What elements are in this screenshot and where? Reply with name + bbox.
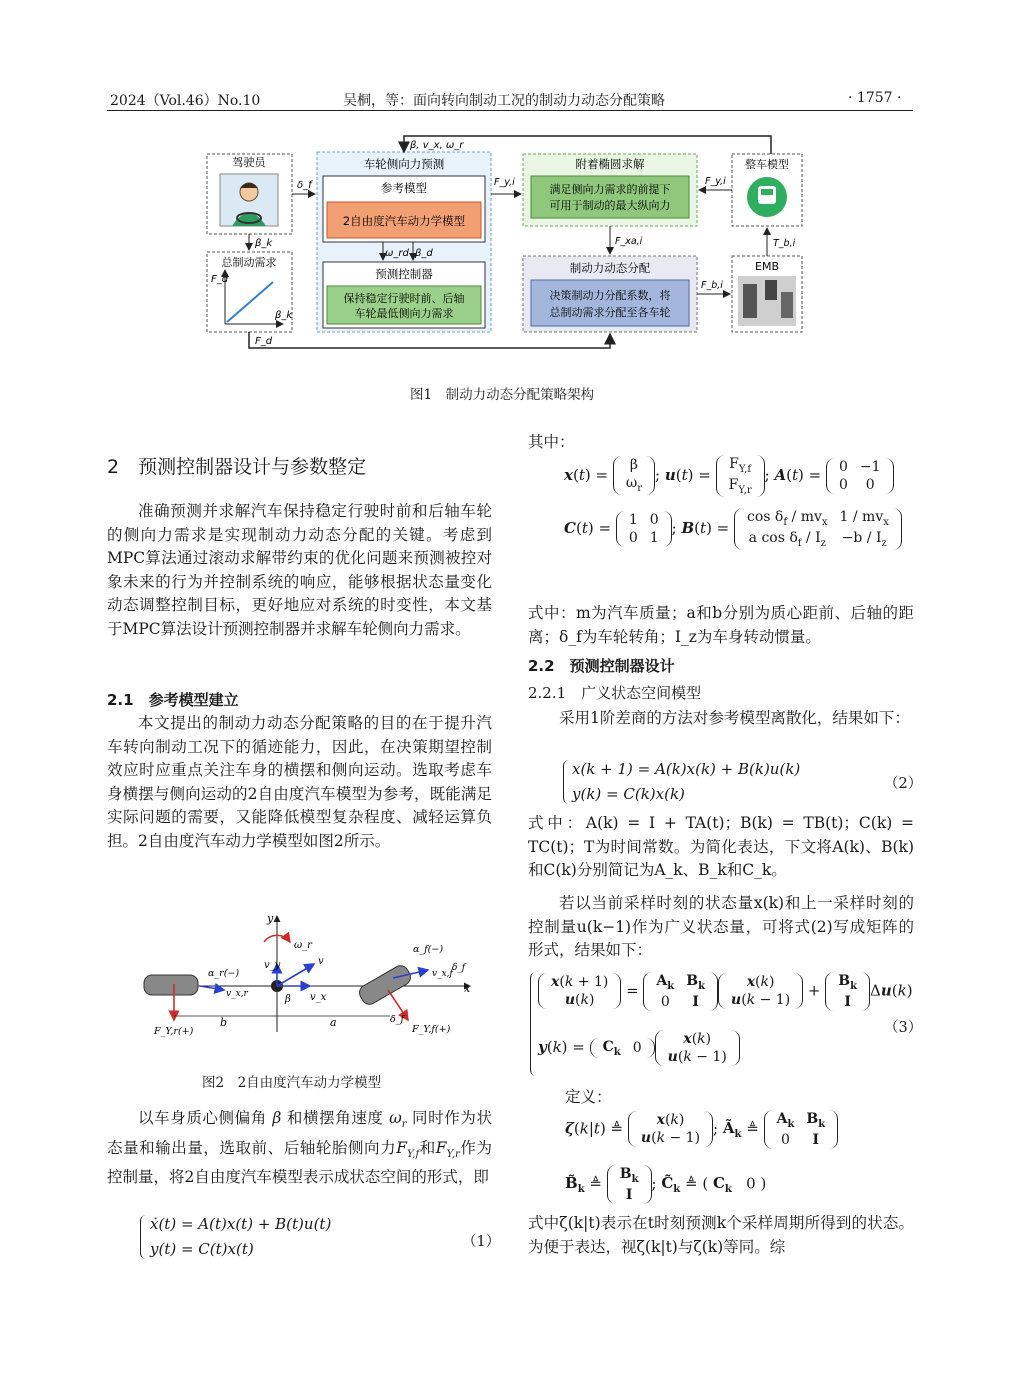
b-label: b <box>220 1016 228 1029</box>
para-def: 式中：m为汽车质量；a和b分别为质心距前、后轴的距离；δ_f为车轮转角；I_z为车身转动惯量。 <box>528 604 914 646</box>
delta-f-label: δ_f <box>297 180 312 191</box>
eq2-line-1: x(k + 1) = A(k)x(k) + B(k)u(k) <box>572 760 801 778</box>
eq3-line-2: y(k) = $C_k$ 0 x(k) u(k − 1) <box>538 1030 740 1066</box>
alloc-panel <box>531 280 689 326</box>
para-6: 若以当前采样时刻的状态量x(k)和上一采样时刻的控制量u(k−1)作为广义状态量，可将式(2)写成矩阵的形式，结果如下： <box>528 894 914 959</box>
p3-b: 和横摆角速度 <box>286 1109 384 1127</box>
alloc-title: 制动力动态分配 <box>569 261 651 275</box>
def-eq-2: $B̃_k$ ≜ $B_k$ I ; $C̃_k$ ≜ ( $C_k$ 0 ) <box>565 1166 767 1203</box>
wheel-pred-title: 车轮侧向力预测 <box>363 157 445 171</box>
running-title: 吴桐，等：面向转向制动工况的制动力动态分配策略 <box>343 93 665 109</box>
fd-axis-label: F_d <box>211 274 229 285</box>
alpha-f-label: α_f(−) <box>413 944 444 955</box>
fyai-label: F_y,i <box>494 177 515 188</box>
rear-tire <box>144 975 198 995</box>
bk-axis-label: β_k <box>275 310 293 321</box>
vxr-label: v_x,r <box>226 989 248 999</box>
para-4: 采用1阶差商的方法对参考模型离散化，结果如下： <box>559 709 910 727</box>
omega-r-label: ω_r <box>294 940 312 951</box>
v-label: v <box>318 956 324 967</box>
figure-2-diagram <box>140 912 480 1040</box>
feedback-label: β, v_x, ω_r <box>410 140 464 151</box>
beta-label: β <box>285 994 291 1005</box>
delta-f-top-label: δ_f <box>452 963 466 973</box>
right-para-7 <box>528 1212 914 1259</box>
section-2-2-1-heading: 2.2.1 广义状态空间模型 <box>528 684 702 702</box>
beta-k-label: β_k <box>255 238 273 249</box>
qizhong: 其中： <box>528 433 575 451</box>
vehicle-title: 整车模型 <box>745 158 789 171</box>
pred-text-1: 保持稳定行驶时前、后轴 <box>343 292 465 305</box>
fyf-label: F_Y,f(+) <box>412 1024 451 1035</box>
p3-e: 作为控制量，将2自由度汽车模型表示成状态空间的形式，即 <box>107 1138 492 1187</box>
beta-d-label: β_d <box>415 248 433 259</box>
total-demand-title: 总制动需求 <box>221 256 277 269</box>
x-axis-label: x <box>464 982 471 995</box>
figure-2-caption: 图2 2自由度汽车动力学模型 <box>202 1075 382 1091</box>
journal-info: 2024（Vol.46）No.10 <box>110 93 261 109</box>
section-2-heading: 2 预测控制器设计与参数整定 <box>107 456 367 478</box>
p3-a: 以车身质心侧偏角 <box>138 1109 267 1127</box>
section-2-2-heading: 2.2 预测控制器设计 <box>528 657 675 675</box>
ellipse-title: 附着椭圆求解 <box>575 157 645 171</box>
left-para-3: 以车身质心侧偏角 β 和横摆角速度 $\omega_r$ 同时作为状态量和输出量，选取前、后轴轮胎侧向力$F_{Y,f}$和$F_{Y,r}$作为控制量，将2自由度汽车模型表示成状态空间的形式，即 <box>107 1109 492 1187</box>
pred-ctrl-title: 预测控制器 <box>375 267 433 281</box>
eq1-number: （1） <box>462 1234 501 1250</box>
figure-1-diagram <box>205 134 805 356</box>
eq2-brace <box>563 760 569 804</box>
fd-label: F_d <box>255 336 273 347</box>
para-7: 式中ζ(k|t)表示在t时刻预测k个采样周期所得到的状态。为便于表达，视ζ(k|t)与ζ(k)等同。综 <box>528 1214 914 1256</box>
omega-rd-label: ω_rd <box>385 248 409 259</box>
alloc-text-1: 决策制动力分配系数，将 <box>549 289 671 302</box>
emb-title: EMB <box>755 260 779 273</box>
eq1-line-2: y(t) = C(t)x(t) <box>150 1240 254 1258</box>
p3-c: 同时作为状态量和输出量，选取前、后轴轮胎侧向力 <box>107 1109 492 1157</box>
driver-label: 驾驶员 <box>232 156 266 169</box>
p3-d: 和 <box>419 1138 436 1157</box>
right-para-6 <box>528 892 914 963</box>
y-axis-label: y <box>267 912 274 925</box>
ellipse-text-1: 满足侧向力需求的前提下 <box>549 183 671 196</box>
eq1-line-1: ẋ(t) = A(t)x(t) + B(t)u(t) <box>150 1215 332 1233</box>
fxai-label: F_xa,i <box>615 236 643 247</box>
vx-label: v_x <box>310 992 327 1003</box>
page-number: · 1757 · <box>848 90 902 106</box>
tbi-label: T_b,i <box>773 238 796 249</box>
para-5: 式中：A(k) = I + TA(t)；B(k) = TB(t)；C(k) = TC(t)；T为时间常数。为简化表达，下文将A(k)、B(k)和C(k)分别简记为A_k、B_k和C_k。 <box>528 814 914 879</box>
emb-photo <box>738 276 796 326</box>
matrix-defs-1: x(t) = β $\omega_r$ ; u(t) = $F_{Y,f}$ $F_{Y,r}$ ; A(t) = 0 −1 0 0 <box>564 455 894 497</box>
paragraph-1: 准确预测并求解汽车保持稳定行驶时前和后轴车轮的侧向力需求是实现制动力动态分配的关键。考虑到MPC算法通过滚动求解带约束的优化问题来预测被控对象未来的行为并控制系统的响应，能够根据状态量变化动态调整控制目标，更好地应对系统的时变性，本文基于MPC算法设计预测控制器并求解车轮侧向力需求。 <box>107 502 492 638</box>
alloc-text-2: 总制动需求分配至各车轮 <box>549 306 671 319</box>
right-para-4 <box>528 707 914 731</box>
pred-text-2: 车轮最低侧向力需求 <box>354 307 454 320</box>
left-para-2 <box>107 712 492 853</box>
a-label: a <box>330 1016 337 1029</box>
right-para-def <box>528 602 914 649</box>
ref-model-title: 参考模型 <box>381 181 427 195</box>
two-dof-text: 2自由度汽车动力学模型 <box>342 214 466 228</box>
paragraph-2: 本文提出的制动力动态分配策略的目的在于提升汽车转向制动工况下的循迹能力，因此，在决策期望控制效应时应重点关注车身的横摆和侧向运动。选取考虑车身横摆与侧向运动的2自由度汽车模型为参考，既能满足实际问题的需要，又能降低模型复杂程度、减轻运算负担。2自由度汽车动力学模型如图2所示。 <box>107 714 492 850</box>
def-eq-1: ζ(k|t) ≜ x(k) u(k − 1) ; $Ã_k$ ≜ $A_k$ $B_k$ 0 I <box>565 1110 838 1149</box>
figure-1-caption: 图1 制动力动态分配策略架构 <box>410 387 595 403</box>
section-2-1-heading: 2.1 参考模型建立 <box>107 691 239 709</box>
eq3-line-1: x(k + 1) u(k) = $A_k$ $B_k$ 0 I x(k) u(k − 1) + $B_k$ I Δu(k) <box>538 972 913 1011</box>
fyr-label: F_Y,r(+) <box>154 1026 194 1037</box>
dingyi: 定义： <box>565 1088 612 1106</box>
matrix-defs-2: C(t) = 1 0 0 1 ; B(t) = $\cos \delta_f / mv_x$ $1 / mv_x$ a $\cos \delta_f / I_z$ $-b / I_z$ <box>564 508 902 550</box>
eq3-brace <box>530 972 536 1076</box>
eq3-number: （3） <box>884 1020 923 1036</box>
vxf-label: v_x,f <box>432 969 453 979</box>
fbi-label: F_b,i <box>701 280 723 291</box>
alpha-r-label: α_r(−) <box>208 968 240 979</box>
eq2-number: （2） <box>884 776 923 792</box>
fyi-label: F_y,i <box>705 176 726 187</box>
front-tire <box>357 963 414 1007</box>
ellipse-text-2: 可用于制动的最大纵向力 <box>549 199 671 212</box>
eq1-brace <box>140 1215 146 1259</box>
header-rule <box>107 110 913 111</box>
vy-label: v_y <box>264 960 281 971</box>
right-para-5 <box>528 812 914 883</box>
eq2-line-2: y(k) = C(k)x(k) <box>572 785 685 803</box>
delta-f-label: δ_f <box>390 1014 404 1025</box>
left-para-1 <box>107 500 492 641</box>
